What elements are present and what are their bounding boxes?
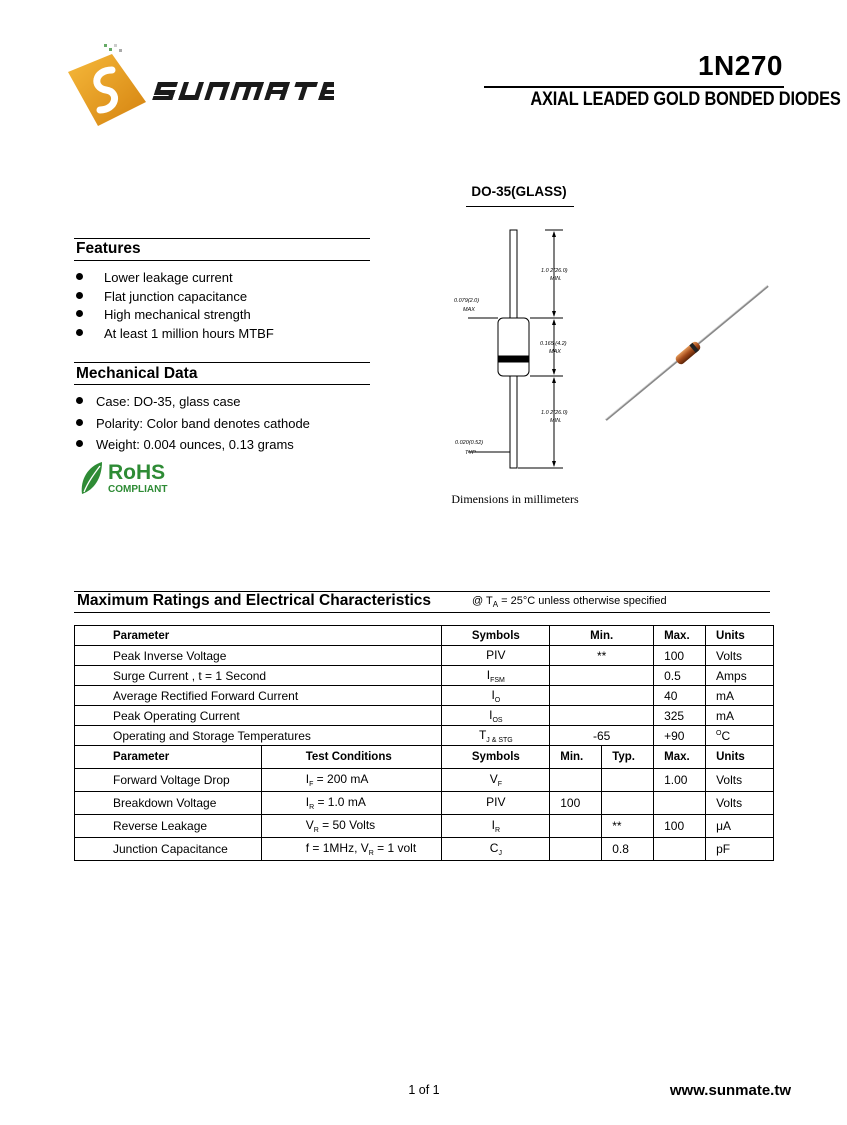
bullet-icon <box>76 292 83 299</box>
mechanical-heading: Mechanical Data <box>76 365 198 382</box>
col-header: Min. <box>550 626 654 646</box>
col-header: Typ. <box>602 746 654 769</box>
website-link[interactable]: www.sunmate.tw <box>669 1082 791 1099</box>
document-title: AXIAL LEADED GOLD BONDED DIODES <box>530 88 841 110</box>
mechanical-bottom-rule <box>74 384 370 385</box>
bullet-icon <box>76 419 83 426</box>
table-row: Breakdown Voltage $I_R = 1.0$ mA PIV 100 Volts <box>75 792 774 815</box>
list-item: High mechanical strength <box>76 306 376 325</box>
compliant-text: COMPLIANT <box>108 484 168 495</box>
col-header: Symbols <box>442 626 550 646</box>
col-header: Max. <box>654 626 706 646</box>
ratings-heading: Maximum Ratings and Electrical Characteristics <box>77 592 432 609</box>
dim-lead-length-top: 1.0 2(26.0) <box>541 268 568 274</box>
feature-list <box>76 269 376 343</box>
col-header: Symbols <box>442 746 550 769</box>
table-row: Forward Voltage Drop $I_F = 200$ mA $V_F$ 1.00 Volts <box>75 769 774 792</box>
features-heading: Features <box>76 240 141 257</box>
col-header: Test Conditions <box>261 746 442 769</box>
table-row: Average Rectified Forward Current $I_O$ 40 mA <box>75 686 774 706</box>
features-top-rule <box>74 238 370 239</box>
package-outline-diagram <box>448 220 588 480</box>
rohs-compliant-badge <box>78 458 182 496</box>
dim-lead-diameter-note: TYP <box>465 450 476 456</box>
bullet-icon <box>76 397 83 404</box>
col-header: Units <box>706 626 774 646</box>
table-row: Peak Operating Current $I_{OS}$ 325 mA <box>75 706 774 726</box>
mechanical-list <box>76 393 396 458</box>
dimensions-caption: Dimensions in millimeters <box>451 492 579 506</box>
mechanical-top-rule <box>74 362 370 363</box>
dim-body-length-note: MAX <box>549 349 561 355</box>
ratings-bottom-rule <box>74 612 770 613</box>
dim-lead-length-top-note: MIN. <box>550 276 562 282</box>
bullet-icon <box>76 310 83 317</box>
list-item: Weight: 0.004 ounces, 0.13 grams <box>76 436 396 458</box>
bullet-icon <box>76 440 83 447</box>
max-ratings-table <box>74 625 774 746</box>
page-number: 1 of 1 <box>408 1083 440 1097</box>
table-row: Junction Capacitance f = 1MHz, $V_R = 1$ volt $C_J$ 0.8 pF <box>75 838 774 861</box>
col-header: Parameter <box>75 626 442 646</box>
electrical-characteristics-table <box>74 745 774 861</box>
diode-photo <box>600 280 775 425</box>
dim-body-diameter-note: MAX <box>463 307 475 313</box>
list-item: Flat junction capacitance <box>76 288 376 307</box>
list-item: At least 1 million hours MTBF <box>76 325 376 344</box>
package-title-rule <box>466 206 574 207</box>
table-header-row <box>75 626 774 646</box>
features-bottom-rule <box>74 260 370 261</box>
table-row: Operating and Storage Temperatures $T_{J \& STG}$ -65 +90 $^O$C <box>75 726 774 746</box>
col-header: Units <box>706 746 774 769</box>
bullet-icon <box>76 329 83 336</box>
part-number: 1N270 <box>697 50 783 81</box>
dim-body-length: 0.165 (4.2) <box>540 341 567 347</box>
table-row: Peak Inverse Voltage PIV ** 100 Volts <box>75 646 774 666</box>
package-title: DO-35(GLASS) <box>471 184 567 199</box>
sunmate-logo <box>64 44 334 134</box>
table-row: Surge Current , t = 1 Second $I_{FSM}$ 0.5 Amps <box>75 666 774 686</box>
table-header-row <box>75 746 774 769</box>
list-item: Lower leakage current <box>76 269 376 288</box>
bullet-icon <box>76 273 83 280</box>
col-header: Max. <box>654 746 706 769</box>
dim-body-diameter: 0.079(2.0) <box>454 298 480 304</box>
list-item: Case: DO-35, glass case <box>76 393 396 415</box>
dim-lead-length-bottom: 1.0 2(26.0) <box>541 410 568 416</box>
dim-lead-diameter: 0.020(0.52) <box>455 440 484 446</box>
table-row: Reverse Leakage $V_R = 50$ Volts $I_R$ ** 100 μA <box>75 815 774 838</box>
list-item: Polarity: Color band denotes cathode <box>76 415 396 437</box>
ratings-condition-note: @ $T_A = 25^\circ C$ unless otherwise specified <box>472 595 667 610</box>
rohs-text: RoHS <box>108 461 166 484</box>
col-header: Min. <box>550 746 602 769</box>
col-header: Parameter <box>75 746 262 769</box>
dim-lead-length-bottom-note: MIN. <box>550 418 562 424</box>
